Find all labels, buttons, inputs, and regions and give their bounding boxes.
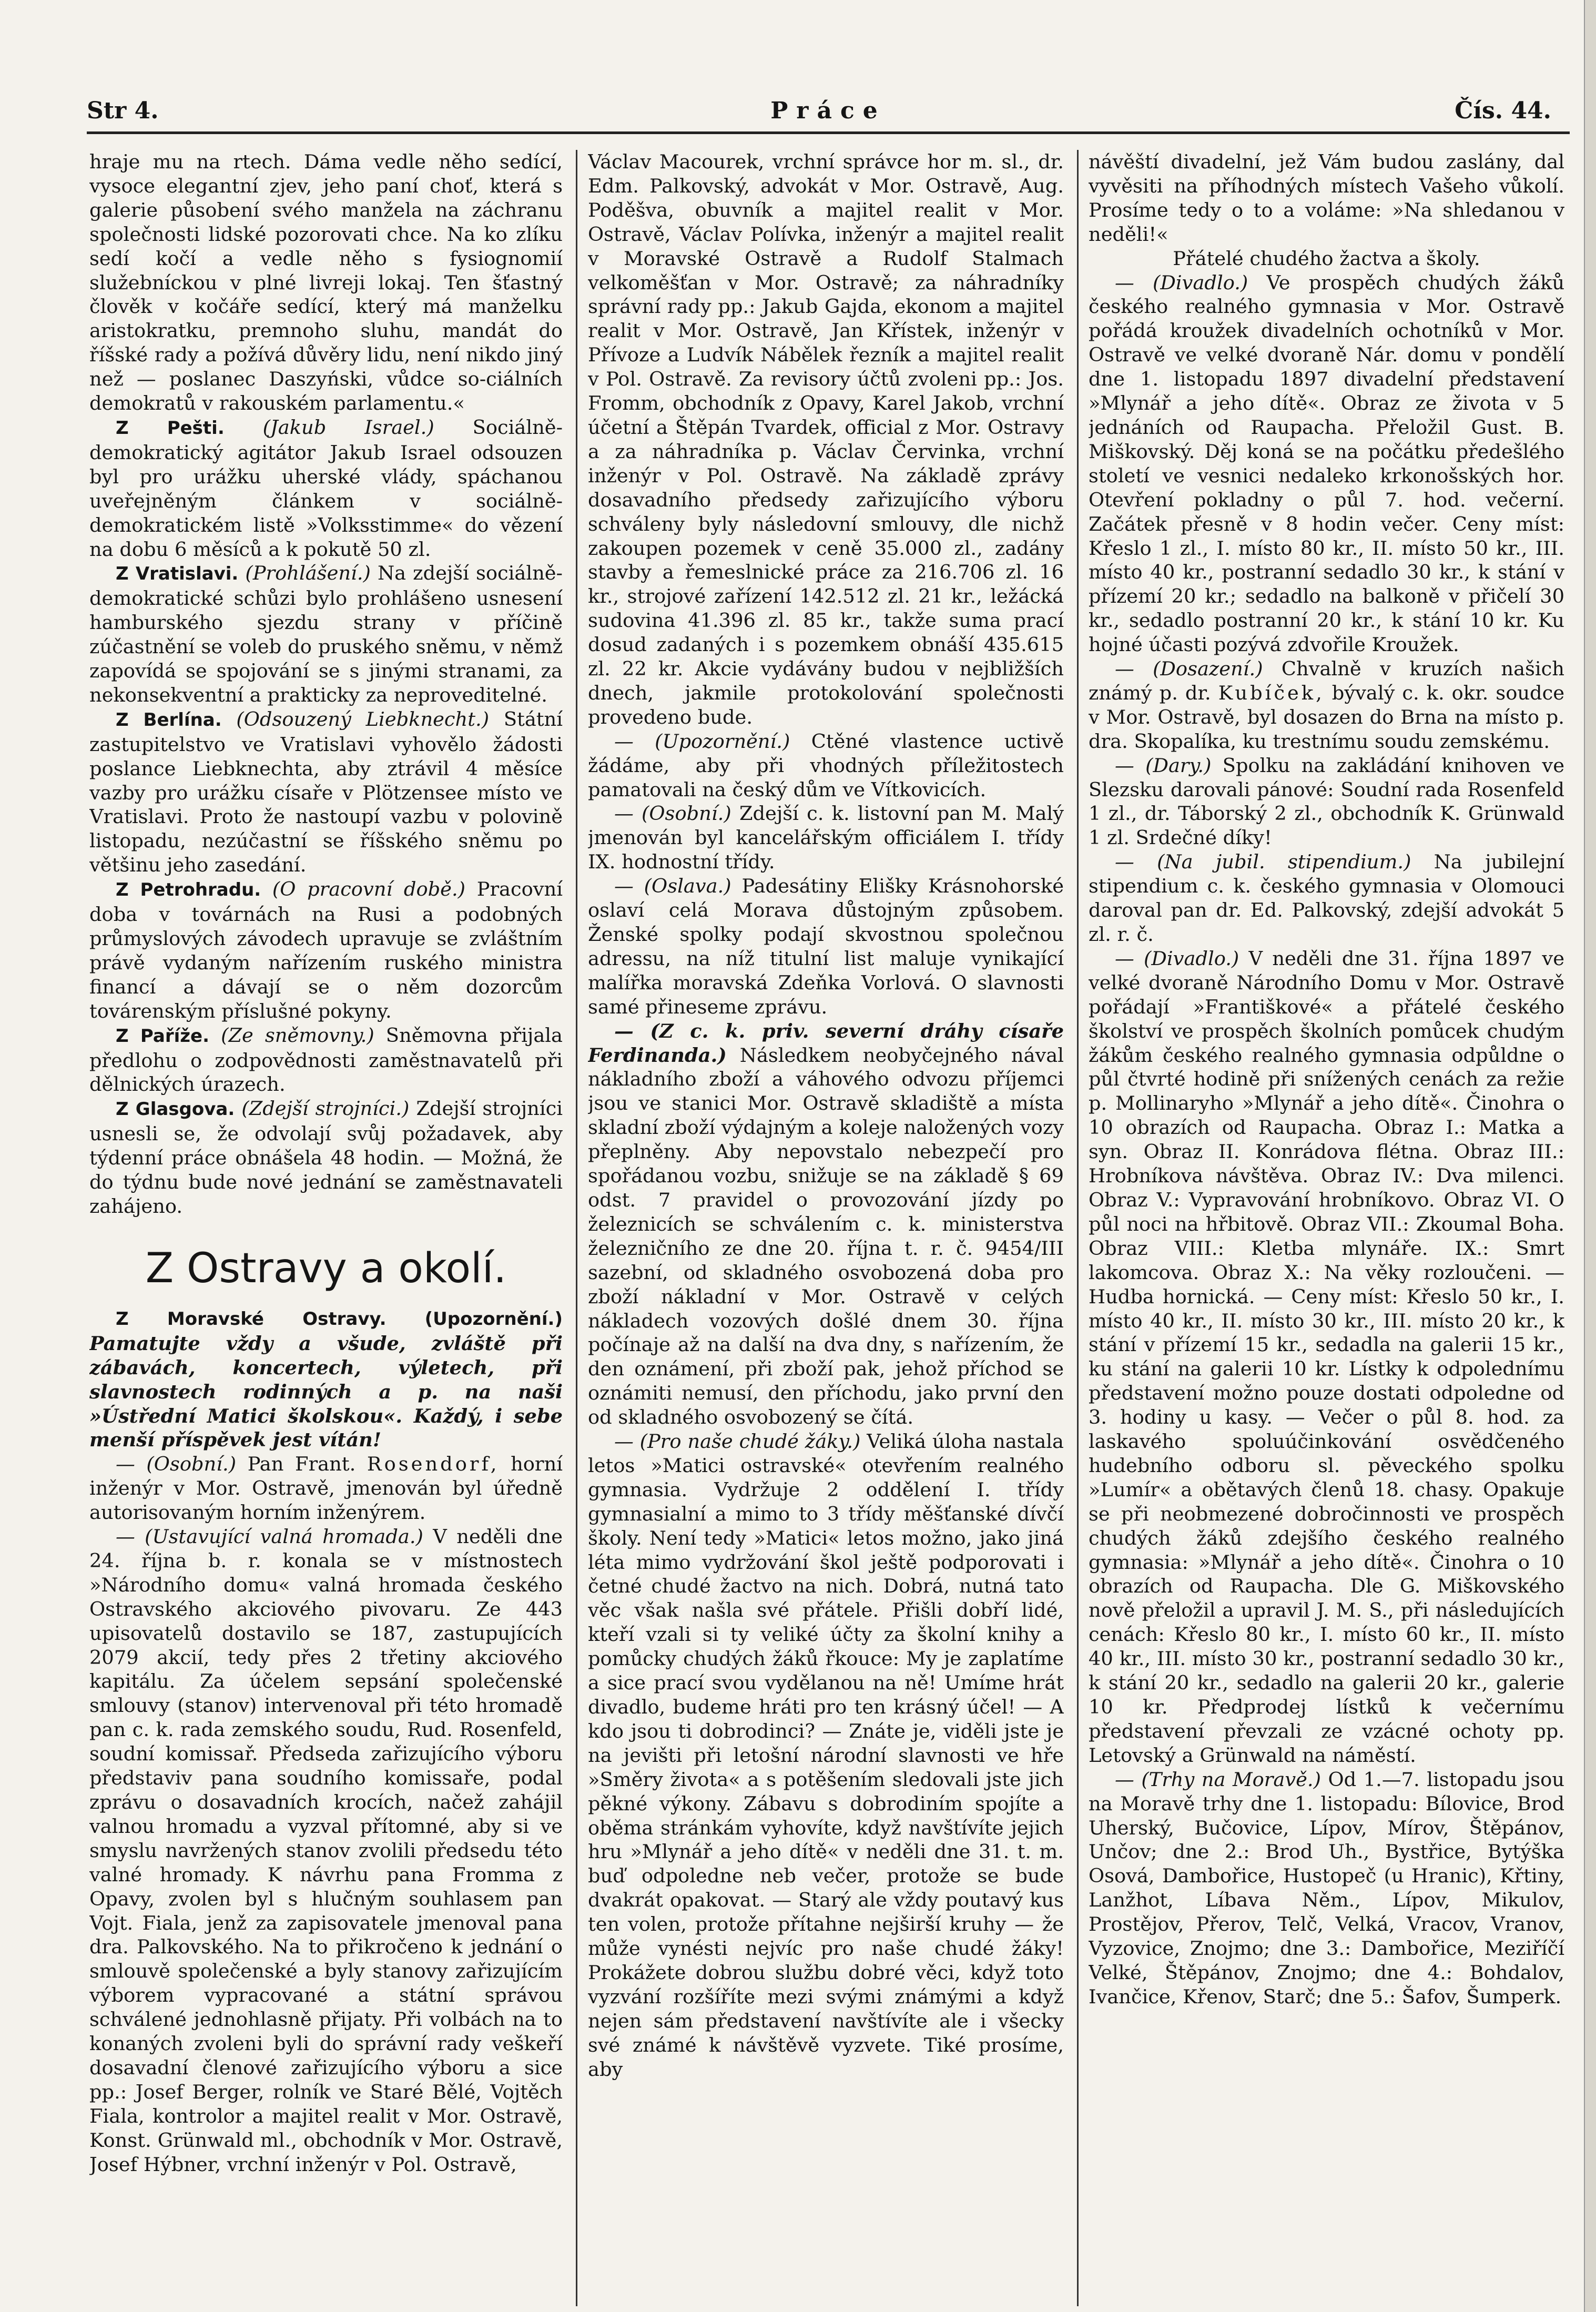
paragraph: — (Dary.) Spolku na zakládání knihoven ve Slezsku darovali pánové: Soudní rada Rosenfeld 1 zl., dr. Táborský 2 zl., obchodník K. Grünwald 1 zl. Srdečné díky! xyxy=(1089,754,1564,849)
paragraph: — (Divadlo.) Ve prospěch chudých žáků českého realného gymnasia v Mor. Ostravě pořádá kroužek divadelních ochotníků v Mor. Ostravě ve velké dvoraně Nár. domu v pondělí dne 1. listopadu 1897 divadelní představení »Mlynář a jeho dítě«. Obraz ze života v 5 jednáních od Raupacha. Přeložil Gust. B. Miškovský. Děj koná se na počátku předešlého století ve vesnici nedaleko krkonošských hor. Otevření pokladny o půl 7. hod. večerní. Začátek přesně v 8 hodin večer. Ceny míst: Křeslo 1 zl., I. místo 80 kr., II. místo 50 kr., III. místo 40 kr., postranní sedadlo 30 kr., k stání v přízemí 20 kr.; sedadlo na balkoně v přičelí 30 kr., sedadlo postranní 20 kr., k stání 10 kr. Ku hojné účasti pozývá zdvořile Kroužek. xyxy=(1089,271,1564,656)
paragraph: Z Pešti. (Jakub Israel.) Sociálně-demokratický agitátor Jakub Israel odsouzen byl pro urážku uherské vlády, spáchanou uveřejněným článkem v sociálně-demokratickém listě »Volksstimme« do vězení na dobu 6 měsíců a k pokutě 50 zl. xyxy=(89,415,563,561)
paragraph: — (Z c. k. priv. severní dráhy císaře Ferdinanda.) Následkem neobyčejného nával nákladního zboží a váhového odvozu příjemci jsou ve stanici Mor. Ostravě skladiště a místa skladní zboží výdajným a koleje naložených vozy přeplněny. Aby nepovstalo nebezpečí pro spořádanou vozbu, snižuje se na základě § 69 odst. 7 pravidel o provozování jízdy po železnicích se schválením c. k. ministerstva železničního ze dne 20. října t. r. č. 9454/III sazební, od skladného osvobozená doba pro zboží nákladní v Mor. Ostravě v celých nákladech vozových došlé dnem 30. října počínaje až na další na dva dny, s nařízením, že den oznámení, při zboží pak, jehož příchod se oznámiti nemusí, den příchodu, jako první den od skladného osvobozený se čítá. xyxy=(588,1019,1064,1429)
paragraph: — (Osobní.) Zdejší c. k. listovní pan M. Malý jmenován byl kancelářským officiálem I. třídy IX. hodnostní třídy. xyxy=(588,802,1064,874)
column-2 xyxy=(588,150,1064,2306)
paragraph: — (Pro naše chudé žáky.) Veliká úloha nastala letos »Matici ostravské« otevřením realného gymnasia. Vydržuje 2 oddělení I. třídy gymnasialní a mimo to 3 třídy měšťanské dívčí školy. Není tedy »Matici« letos možno, jako jiná léta mimo vydržování škol ještě podporovati i četné chudé žactvo na nich. Dobrá, nutná tato věc však našla své přátele. Přišli dobří lidé, kteří vzali si ty veliké účty za školní knihy a pomůcky chudých žáků řkouce: My je zaplatíme a sice prací svou vydělanou na ně! Umíme hrát divadlo, budeme hráti pro ten krásný účel! — A kdo jsou ti dobrodinci? — Znáte je, viděli jste je na jevišti při letošní národní slavnosti ve hře »Směry života« a s potěšením sledovali jste jich pěkné výkony. Zábavu s dobrodiním spojíte a oběma stránkám vyhovíte, když navštívíte jejich hru »Mlynář a jeho dítě« v neděli dne 31. t. m. buď odpoledne neb večer, protože se bude dvakrát opakovat. — Starý ale vždy poutavý kus ten volen, protože přítahne nejširší kruhy — že může vynésti nejvíc pro naše chudé žáky! Prokážete dobrou službu dobré věci, když toto vyzvání rozšíříte mezi svými známými a když nejen sám představení navštívíte ale i všecky své známé k návštěvě vyzvete. Tiké prosíme, aby xyxy=(588,1430,1064,2081)
page-header xyxy=(87,97,1570,129)
paragraph: Z Moravské Ostravy. (Upozornění.) Pamatujte vždy a všude, zvláště při zábavách, koncertech, výletech, při slavnostech rodinných a p. na naši »Ústřední Matici školskou«. Každý, i sebe menší příspěvek jest vítán! xyxy=(89,1308,563,1452)
paragraph: hraje mu na rtech. Dáma vedle něho sedící, vysoce elegantní zjev, jeho paní choť, která s galerie působení svého manžela na záchranu společnosti lidské pozorovati chce. Na ko zlíku sedí kočí a vedle něho s fysiognomií služebníckou v plné livreji lokaj. Ten šťastný člověk v kočáře sedící, který má manželku aristokratku, premnoho sluhu, mandát do říšské rady a požívá důvěry lidu, není nikdo jiný než — poslanec Daszyński, vůdce so-ciálních demokratů v rakouském parlamentu.« xyxy=(89,150,563,415)
column-3 xyxy=(1089,150,1564,2306)
section-heading: Z Ostravy a okolí. xyxy=(145,1244,507,1292)
column-divider xyxy=(576,150,577,2306)
paragraph: — (Oslava.) Padesátiny Elišky Krásnohorské oslaví celá Morava důstojným způsobem. Ženské spolky podají skvostnou společnou adressu, na níž titulní list maluje vynikající malířka moravská Zdeňka Vorlová. O slavnosti samé přineseme zprávu. xyxy=(588,875,1064,1018)
paragraph: návěští divadelní, jež Vám budou zaslány, dal vyvěsiti na příhodných místech Vašeho vůkolí. Prosíme tedy o to a voláme: »Na shledanou v neděli!« xyxy=(1089,150,1564,246)
newspaper-title: Práce xyxy=(770,97,886,124)
paragraph: Václav Macourek, vrchní správce hor m. sl., dr. Edm. Palkovský, advokát v Mor. Ostravě, Aug. Poděšva, obuvník a majitel realit v Mor. Ostravě, Václav Polívka, inženýr a majitel realit v Moravské Ostravě a Rudolf Stalmach velkoměšťan v Mor. Ostravě; za náhradníky správní rady pp.: Jakub Gajda, ekonom a majitel realit v Mor. Ostravě, Jan Křístek, inženýr v Přívoze a Ludvík Nábělek řezník a majitel realit v Pol. Ostravě. Za revisory účtů zvoleni pp.: Jos. Fromm, obchodník z Opavy, Karel Jakob, vrchní účetní a Štěpán Tvardek, official z Mor. Ostravy a za náhradníka p. Václav Červinka, vrchní inženýr v Pol. Ostravě. Na základě zprávy dosavadního předsedy zařizujícího výboru schváleny byly následovní smlouvy, dle nichž zakoupen pozemek v ceně 35.000 zl., zadány stavby a řemeslnické práce za 216.706 zl. 16 kr., strojové zařízení 142.512 zl. 21 kr., ležácká sudovina 41.396 zl. 85 kr., takže suma prací dosud zadaných i s pozemkem obnáší 435.615 zl. 22 kr. Akcie vydávány budou v nejbližších dnech, jakmile protokolování společnosti provedeno bude. xyxy=(588,150,1064,728)
paragraph: Z Glasgova. (Zdejší strojníci.) Zdejší strojníci usnesli se, že odvolají svůj požadavek, aby týdenní práce obnášela 48 hodin. — Možná, že do týdnu bude nové jednání se zaměstnavateli zahájeno. xyxy=(89,1097,563,1218)
paragraph: — (Upozornění.) Ctěné vlastence uctivě žádáme, aby při vhodných příležitostech pamatovali na český dům ve Vítkovicích. xyxy=(588,729,1064,801)
page-edge xyxy=(1584,0,1596,2312)
paragraph: Z Berlína. (Odsouzený Liebknecht.) Státní zastupitelstvo ve Vratislavi vyhovělo žádosti poslance Liebknechta, aby ztrávil 4 měsíce vazby pro urážku císaře v Plötzensee místo ve Vratislavi. Proto že nastoupí vazbu v polovině listopadu, nezúčastní se říšského sněmu po většinu jeho zasedání. xyxy=(89,707,563,877)
issue-number: Čís. 44. xyxy=(1455,97,1551,124)
column-divider xyxy=(1077,150,1079,2306)
paragraph: Z Vratislavi. (Prohlášení.) Na zdejší sociálně-demokratické schůzi bylo prohlášeno usnesení hamburského sjezdu strany v příčině zúčastnění se voleb do pruského sněmu, v němž zapovídá se spojování se s jinými stranami, za nekonsekventní a prakticky za neproveditelné. xyxy=(89,562,563,706)
signature-line: Přátelé chudého žactva a školy. xyxy=(1173,247,1480,270)
paragraph: — (Ustavující valná hromada.) V neděli dne 24. října b. r. konala se v místnostech »Národního domu« valná hromada českého Ostravského akciového pivovaru. Ze 443 upisovatelů dostavilo se 187, zastupujících 2079 akcií, tedy přes 2 třetiny akciového kapitálu. Za účelem sepsání společenské smlouvy (stanov) intervenoval při této hromadě pan c. k. rada zemského soudu, Rud. Rosenfeld, soudní komissař. Předseda zařizujícího výboru představiv pana soudního komissaře, podal zprávu o dosavadních krocích, načež zahájil valnou hromadu a vyzval přítomné, aby si ve smyslu navržených stanov zvolili předsedu této valné hromady. K návrhu pana Fromma z Opavy, zvolen byl s hlučným souhlasem pan Vojt. Fiala, jenž za zapisovatele jmenoval pana dra. Palkovského. Na to přikročeno k jednání o smlouvě společenské a byly stanovy zařizujícím výborem vypracované a státní správou schválené jednohlasně přijaty. Při volbách na to konaných zvoleni byli do správní rady veškeří dosavadní členové zařizujícího výboru a sice pp.: Josef Berger, rolník ve Staré Bělé, Vojtěch Fiala, kontrolor a majitel realit v Mor. Ostravě, Konst. Grünwald ml., obchodník v Mor. Ostravě, Josef Hýbner, vrchní inženýr v Pol. Ostravě, xyxy=(89,1525,563,2176)
column-1 xyxy=(89,150,563,2306)
page-number: Str 4. xyxy=(87,97,159,124)
paragraph: — (Dosazení.) Chvalně v kruzích našich známý p. dr. Kubíček, bývalý c. k. okr. soudce v Mor. Ostravě, byl dosazen do Brna na místo p. dra. Skopalíka, ku trestnímu soudu zemskému. xyxy=(1089,657,1564,753)
paragraph: — (Osobní.) Pan Frant. Rosendorf, horní inženýr v Mor. Ostravě, jmenován byl úředně autorisovaným horním inženýrem. xyxy=(89,1453,563,1524)
paragraph: Z Paříže. (Ze sněmovny.) Sněmovna přijala předlohu o zodpovědnosti zaměstnavatelů při dělnických úrazech. xyxy=(89,1023,563,1096)
header-rule xyxy=(87,131,1570,134)
paragraph: — (Trhy na Moravě.) Od 1.—7. listopadu jsou na Moravě trhy dne 1. listopadu: Bílovice, Brod Uherský, Bučovice, Lípov, Mírov, Štěpánov, Unčov; dne 2.: Brod Uh., Bystřice, Bytýška Osová, Dambořice, Hustopeč (u Hranic), Křtiny, Lanžhot, Líbava Něm., Lípov, Mikulov, Prostějov, Přerov, Telč, Velká, Vracov, Vranov, Vyzovice, Znojmo; dne 3.: Dambořice, Meziříčí Velké, Štěpánov, Znojmo; dne 4.: Bohdalov, Ivančice, Křenov, Starč; dne 5.: Šafov, Šumperk. xyxy=(1089,1768,1564,2008)
paragraph: — (Na jubil. stipendium.) Na jubilejní stipendium c. k. českého gymnasia v Olomouci daroval pan dr. Ed. Palkovský, zdejší advokát 5 zl. r. č. xyxy=(1089,850,1564,946)
paragraph: Z Petrohradu. (O pracovní době.) Pracovní doba v továrnách na Rusi a podobných průmyslových závodech upravuje se zvláštním právě vydaným nařízením ruského ministra financí a dávají se o něm dozorcům továrenským příslušné pokyny. xyxy=(89,878,563,1022)
paragraph: — (Divadlo.) V neděli dne 31. října 1897 ve velké dvoraně Národního Domu v Mor. Ostravě pořádají »Františkové« a přátelé českého školství ve prospěch školních pomůcek chudým žákům českého realného gymnasia odpůldne o půl čtvrté hodině při snížených cenách za režie p. Mollinaryho »Mlynář a jeho dítě«. Činohra o 10 obrazích od Raupacha. Obraz I.: Matka a syn. Obraz II. Konrádova flétna. Obraz III.: Hrobníkova návštěva. Obraz IV.: Dva milenci. Obraz V.: Vypravování hrobníkovo. Obraz VI. O půl noci na hřbitově. Obraz VII.: Zkoumal Boha. Obraz VIII.: Kletba mlynáře. IX.: Smrt lakomcova. Obraz X.: Na věky rozloučeni. — Hudba hornická. — Ceny míst: Křeslo 50 kr., I. místo 40 kr., II. místo 30 kr., III. místo 20 kr., k stání v přízemí 15 kr., sedadla na galerii 15 kr., ku stání na galerii 10 kr. Lístky k odpolednímu představení možno pouze dostati odpoledne od 3. hodiny u kasy. — Večer o půl 8. hod. za laskavého spoluúčinkování osvědčeného hudebního odboru sl. pěveckého spolku »Lumír« a obětavých členů 18. chasy. Opakuje se při neobmezené dobročinnosti ve prospěch chudých žáků zdejšího českého realného gymnasia: »Mlynář a jeho dítě«. Činohra o 10 obrazích od Raupacha. Dle G. Miškovského nově přeložil a upravil J. M. S., při následujících cenách: Křeslo 80 kr., I. místo 60 kr., II. místo 40 kr., III. místo 30 kr., postranní sedadlo 30 kr., k stání 20 kr., sedadlo na galerii 20 kr., galerie 10 kr. Předprodej lístků k večernímu představení převzali ze vzácné ochoty pp. Letovský a Grünwald na náměstí. xyxy=(1089,947,1564,1767)
